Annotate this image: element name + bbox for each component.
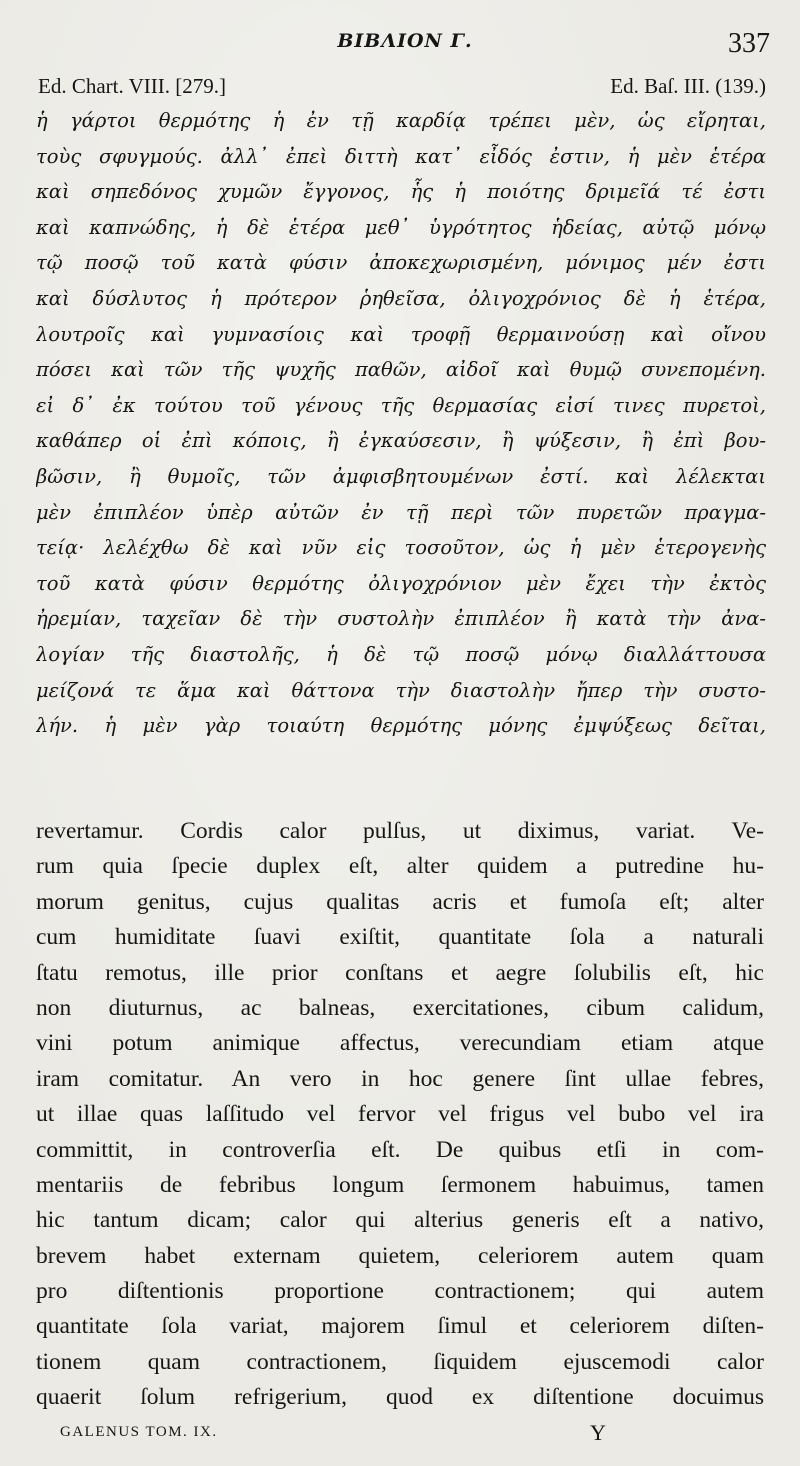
latin-text-line: quaerit ſolum refrigerium, quod ex diſtentione docuimus	[36, 1384, 764, 1411]
latin-text-line: cum humiditate ſuavi exiſtit, quantitate ſola a naturali	[36, 924, 764, 951]
sheet-mark: Y	[590, 1420, 606, 1445]
latin-text-line: vini potum animique affectus, verecundiam etiam atque	[36, 1030, 764, 1057]
greek-text-line: τοὺς σφυγμούς. ἀλλ᾽ ἐπεὶ διττὴ κατ᾽ εἶδός ἐστιν, ἡ μὲν ἑτέρα	[36, 144, 766, 168]
greek-text-line: λογίαν τῆς διαστολῆς, ἡ δὲ τῷ ποσῷ μόνῳ διαλλάττουσα	[36, 642, 766, 666]
page-number: 337	[728, 28, 770, 59]
latin-text-line: tionem quam contractionem, ſiquidem ejuscemodi calor	[36, 1348, 764, 1375]
latin-text-block	[36, 814, 764, 1416]
greek-text-line: λήν. ἡ μὲν γὰρ τοιαύτη θερμότης μόνης ἐμψύξεως δεῖται,	[36, 714, 766, 738]
page-footer	[60, 1420, 760, 1450]
latin-text-line: pro diſtentionis proportione contractionem; qui autem	[36, 1278, 764, 1305]
greek-text-line: τῷ ποσῷ τοῦ κατὰ φύσιν ἀποκεχωρισμένη, μόνιμος μέν ἐστι	[36, 251, 766, 275]
greek-text-line: καὶ καπνώδης, ἡ δὲ ἑτέρα μεθ᾽ ὑγρότητος ἡδείας, αὐτῷ μόνῳ	[36, 215, 766, 239]
greek-text-line: ἡ γάρτοι θερμότης ἡ ἐν τῇ καρδίᾳ τρέπει μὲν, ὡς εἴρηται,	[36, 109, 766, 132]
latin-text-line: committit, in controverſia eſt. De quibus etſi in com-	[36, 1136, 764, 1163]
greek-text-line: τείᾳ· λελέχθω δὲ καὶ νῦν εἰς τοσοῦτον, ὡς ἡ μὲν ἑτερογενὴς	[36, 536, 766, 560]
latin-text-line: rum quia ſpecie duplex eſt, alter quidem a putredine hu-	[36, 853, 764, 880]
latin-text-line: ſtatu remotus, ille prior conſtans et aegre ſolubilis eſt, hic	[36, 959, 764, 986]
greek-text-line: λουτροῖς καὶ γυμνασίοις καὶ τροφῇ θερμαινούσῃ καὶ οἴνου	[36, 322, 766, 346]
greek-text-line: μὲν ἐπιπλέον ὑπὲρ αὐτῶν ἐν τῇ περὶ τῶν πυρετῶν πραγμα-	[36, 500, 766, 524]
greek-text-line: καθάπερ οἱ ἐπὶ κόποις, ἢ ἐγκαύσεσιν, ἢ ψύξεσιν, ἢ ἐπὶ βου-	[36, 429, 766, 453]
greek-text-line: μείζονά τε ἅμα καὶ θάττονα τὴν διαστολὴν ἤπερ τὴν συστο-	[36, 678, 766, 702]
edition-chartier: Ed. Chart. VIII. [279.]	[38, 74, 226, 98]
greek-text-line: καὶ σηπεδόνος χυμῶν ἔγγονος, ἧς ἡ ποιότης δριμεῖά τέ ἐστι	[36, 180, 766, 204]
latin-text-line: morum genitus, cujus qualitas acris et fumoſa eſt; alter	[36, 888, 764, 915]
latin-text-line: mentariis de febribus longum ſermonem habuimus, tamen	[36, 1171, 764, 1198]
book-title: ΒΙΒΛΙΟΝ Γ.	[337, 30, 473, 52]
printer-signature: GALENUS TOM. IX.	[60, 1424, 218, 1440]
edition-line	[38, 74, 766, 102]
greek-text-line: καὶ δύσλυτος ἡ πρότερον ῥηθεῖσα, ὀλιγοχρόνιος δὲ ἡ ἑτέρα,	[36, 286, 766, 310]
latin-text-line: iram comitatur. An vero in hoc genere ſint ullae febres,	[36, 1065, 764, 1092]
greek-text-line: ἠρεμίαν, ταχεῖαν δὲ τὴν συστολὴν ἐπιπλέον ἢ κατὰ τὴν ἀνα-	[36, 607, 766, 631]
greek-text-block	[36, 103, 766, 744]
latin-text-line: quantitate ſola variat, majorem ſimul et celeriorem diſten-	[36, 1313, 764, 1340]
edition-basel: Ed. Baſ. III. (139.)	[610, 74, 766, 98]
greek-text-line: εἰ δ᾽ ἐκ τούτου τοῦ γένους τῆς θερμασίας εἰσί τινες πυρετοὶ,	[36, 393, 766, 417]
latin-text-line: hic tantum dicam; calor qui alterius generis eſt a nativo,	[36, 1207, 764, 1234]
greek-text-line: τοῦ κατὰ φύσιν θερμότης ὀλιγοχρόνιον μὲν ἔχει τὴν ἐκτὸς	[36, 571, 766, 595]
greek-text-line: βῶσιν, ἢ θυμοῖς, τῶν ἀμφισβητουμένων ἐστί. καὶ λέλεκται	[36, 464, 766, 488]
latin-text-line: brevem habet externam quietem, celeriorem autem quam	[36, 1242, 764, 1269]
greek-text-line: πόσει καὶ τῶν τῆς ψυχῆς παθῶν, αἰδοῖ καὶ θυμῷ συνεπομένη.	[36, 358, 766, 382]
latin-text-line: ut illae quas laſſitudo vel fervor vel frigus vel bubo vel ira	[36, 1101, 764, 1128]
latin-text-line: non diuturnus, ac balneas, exercitationes, cibum calidum,	[36, 994, 764, 1021]
running-head	[40, 28, 770, 62]
latin-text-line: revertamur. Cordis calor pulſus, ut diximus, variat. Ve-	[36, 818, 764, 844]
